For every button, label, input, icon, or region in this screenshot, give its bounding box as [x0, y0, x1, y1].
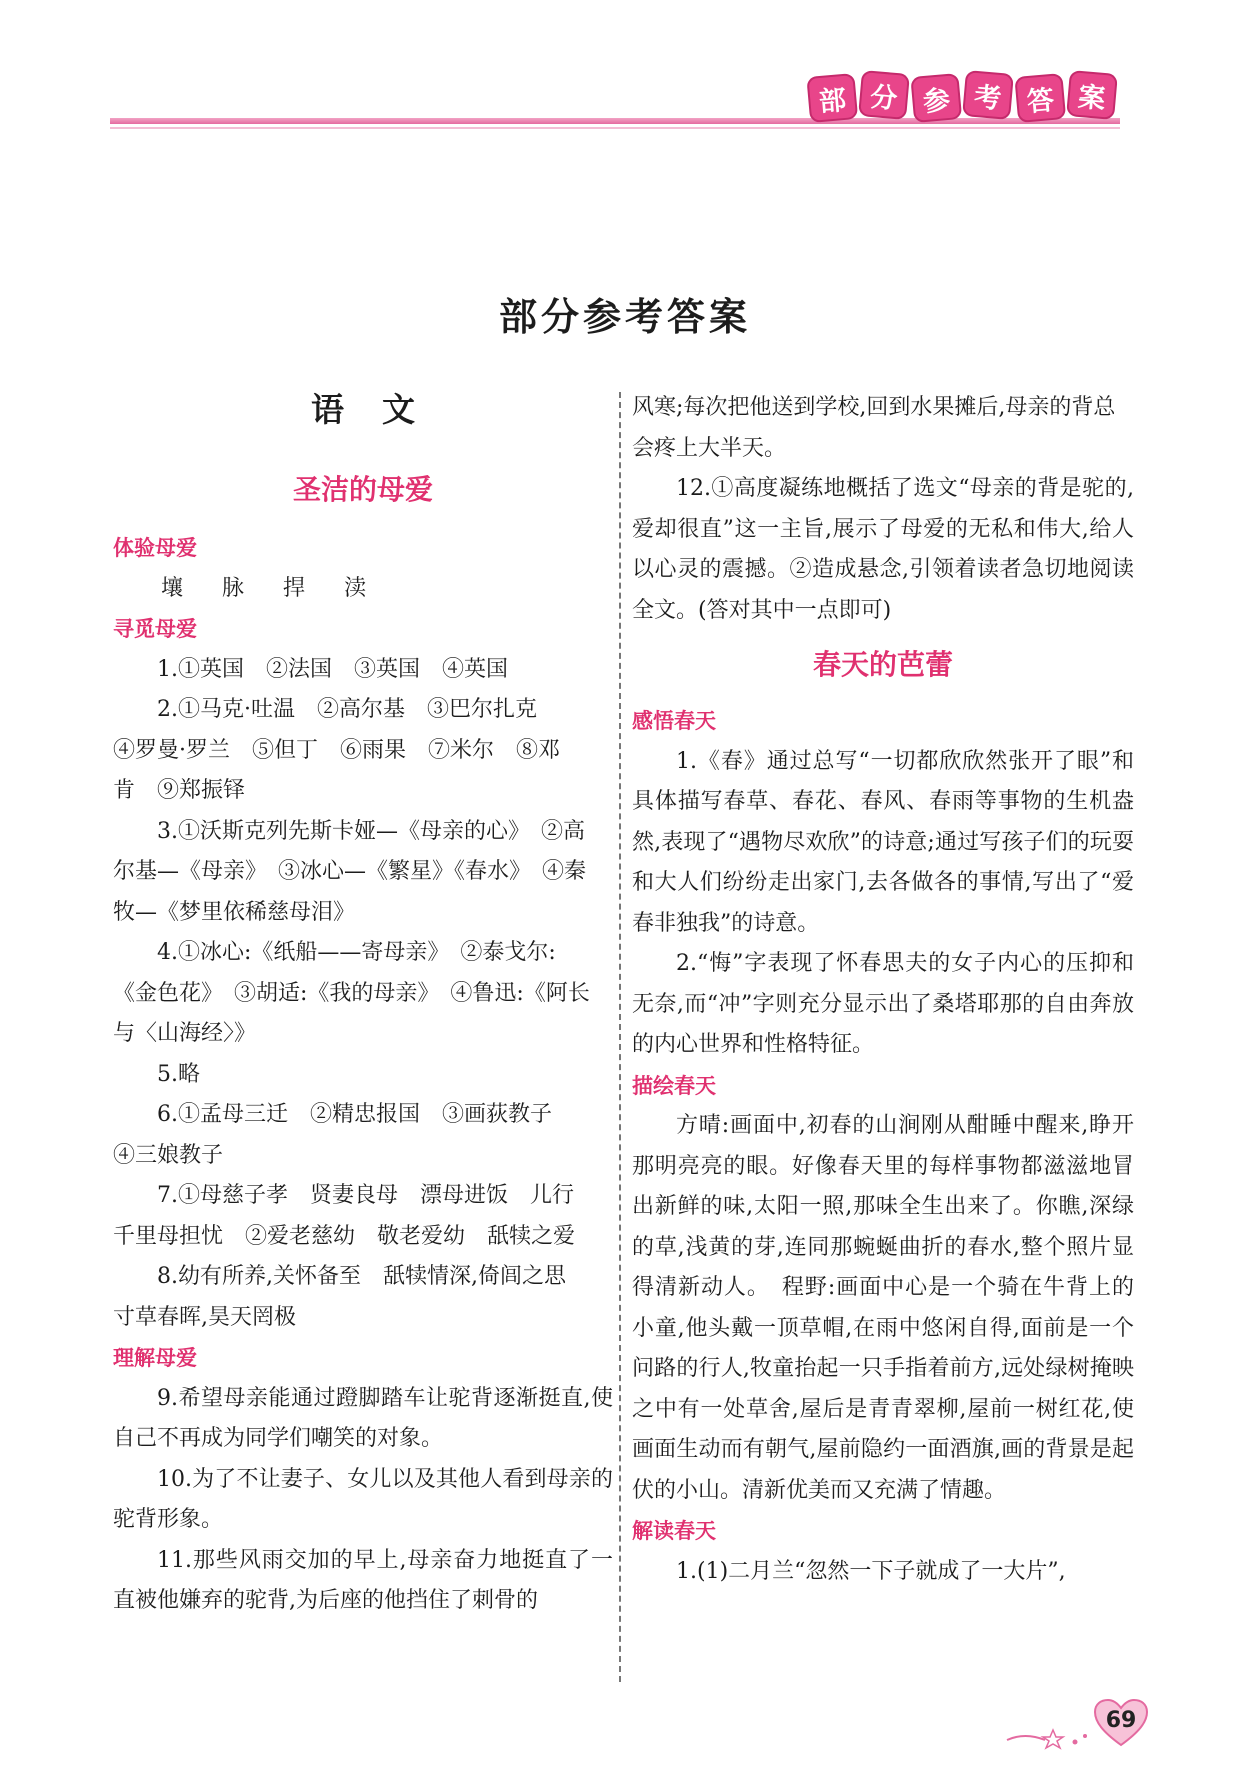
answer-paragraph: 12.①高度凝练地概括了选文“母亲的背是驼的,爱却很直”这一主旨,展示了母爱的无私和伟大,给人以心灵的震撼。②造成悬念,引领着读者急切地阅读全文。(答对其中一点即可): [632, 476, 1134, 623]
page-title: 部分参考答案: [498, 294, 751, 339]
left-column: [113, 388, 613, 1622]
answer-line: 2.①马克·吐温 ②高尔基 ③巴尔扎克: [157, 697, 537, 722]
answer-line: 壤 脉 捍 渎: [161, 575, 382, 601]
answer-line: 8.幼有所养,关怀备至 舐犊情深,倚闾之思: [157, 1264, 566, 1289]
answer-line: 5.略: [157, 1061, 200, 1087]
answer-paragraph: 10.为了不让妻子、女儿以及其他人看到母亲的驼背形象。: [113, 1466, 613, 1532]
header-tag: 考: [962, 70, 1014, 120]
column-divider: [619, 392, 621, 1682]
answer-line: ④三娘教子: [113, 1142, 224, 1168]
header-rule-thin: [110, 127, 1120, 129]
header-banner: [808, 72, 1116, 118]
header-tag: 部: [806, 73, 858, 123]
answer-line: 肯 ⑨郑振铎: [113, 778, 246, 803]
answer-line: 与〈山海经〉》: [113, 1021, 257, 1046]
header-tag: 案: [1066, 70, 1118, 120]
header-tag: 答: [1014, 73, 1066, 123]
header-tag: 分: [858, 70, 910, 120]
answer-line: 4.①冰心:《纸船——寄母亲》 ②泰戈尔:: [157, 940, 556, 965]
answer-line: 牧—《梦里依稀慈母泪》: [113, 899, 356, 925]
answer-paragraph: 风寒;每次把他送到学校,回到水果摊后,母亲的背总会疼上大半天。: [632, 395, 1116, 461]
right-column: [632, 388, 1134, 1592]
subhead: 寻觅母爱: [113, 617, 197, 641]
subhead: 描绘春天: [632, 1073, 716, 1098]
page-number-badge: [1093, 1698, 1149, 1748]
answer-paragraph: 9.希望母亲能通过蹬脚踏车让驼背逐渐挺直,使自己不再成为同学们嘲笑的对象。: [113, 1385, 613, 1451]
answer-paragraph: 11.那些风雨交加的早上,母亲奋力地挺直了一直被他嫌弃的驼背,为后座的他挡住了刺骨的: [113, 1547, 613, 1613]
answer-paragraph: 方晴:画面中,初春的山涧刚从酣睡中醒来,睁开那明亮亮的眼。好像春天里的每样事物都滋滋地冒出新鲜的味,太阳一照,那味全生出来了。你瞧,深绿的草,浅黄的芽,连同那蜿蜒曲折的春水,整个照片显得清新动人。 程野:画面中心是一个骑在牛背上的小童,他头戴一顶草帽,在雨中悠闲自得,面前是一个问路的行人,牧童抬起一只手指着前方,远处绿树掩映之中有一处草舍,屋后是青青翠柳,屋前一树红花,使画面生动而有朝气,屋前隐约一面酒旗,画的背景是起伏的小山。清新优美而又充满了情趣。: [632, 1113, 1134, 1503]
header-rule: [110, 118, 1120, 124]
subhead: 理解母爱: [113, 1346, 197, 1370]
answer-line: 1.①英国 ②法国 ③英国 ④英国: [157, 656, 508, 682]
subject-heading: 语文: [311, 390, 453, 429]
answer-line: 7.①母慈子孝 贤妻良母 漂母进饭 儿行: [157, 1183, 574, 1208]
subhead: 感悟春天: [632, 709, 716, 733]
answer-paragraph: 2.“悔”字表现了怀春思夫的女子内心的压抑和无奈,而“冲”字则充分显示出了桑塔耶那的自由奔放的内心世界和性格特征。: [632, 951, 1134, 1057]
answer-line: 千里母担忧 ②爱老慈幼 敬老爱幼 舐犊之爱: [113, 1223, 576, 1249]
answer-line: 寸草春晖,昊天罔极: [113, 1304, 296, 1330]
answer-line: 尔基—《母亲》 ③冰心—《繁星》《春水》 ④秦: [113, 859, 587, 884]
answer-line: 6.①孟母三迁 ②精忠报国 ③画荻教子: [157, 1102, 552, 1127]
section-title: 圣洁的母爱: [292, 473, 433, 506]
header-tag: 参: [910, 73, 962, 123]
answer-paragraph: 1.(1)二月兰“忽然一下子就成了一大片”,: [676, 1558, 1066, 1584]
section-title: 春天的芭蕾: [812, 648, 953, 681]
answer-line: ④罗曼·罗兰 ⑤但丁 ⑥雨果 ⑦米尔 ⑧邓: [113, 737, 560, 763]
answer-line: 《金色花》 ③胡适:《我的母亲》 ④鲁迅:《阿长: [113, 980, 590, 1006]
page-number: 69: [1105, 1708, 1137, 1733]
answer-line: 3.①沃斯克列先斯卡娅—《母亲的心》 ②高: [157, 818, 585, 844]
star-ornament-icon: [1005, 1722, 1095, 1752]
subhead: 体验母爱: [113, 536, 197, 560]
answer-paragraph: 1.《春》通过总写“一切都欣欣然张开了眼”和具体描写春草、春花、春风、春雨等事物的生机盎然,表现了“遇物尽欢欣”的诗意;通过写孩子们的玩耍和大人们纷纷走出家门,去各做各的事情,写出了“爱春非独我”的诗意。: [632, 748, 1134, 936]
subhead: 解读春天: [632, 1519, 716, 1543]
